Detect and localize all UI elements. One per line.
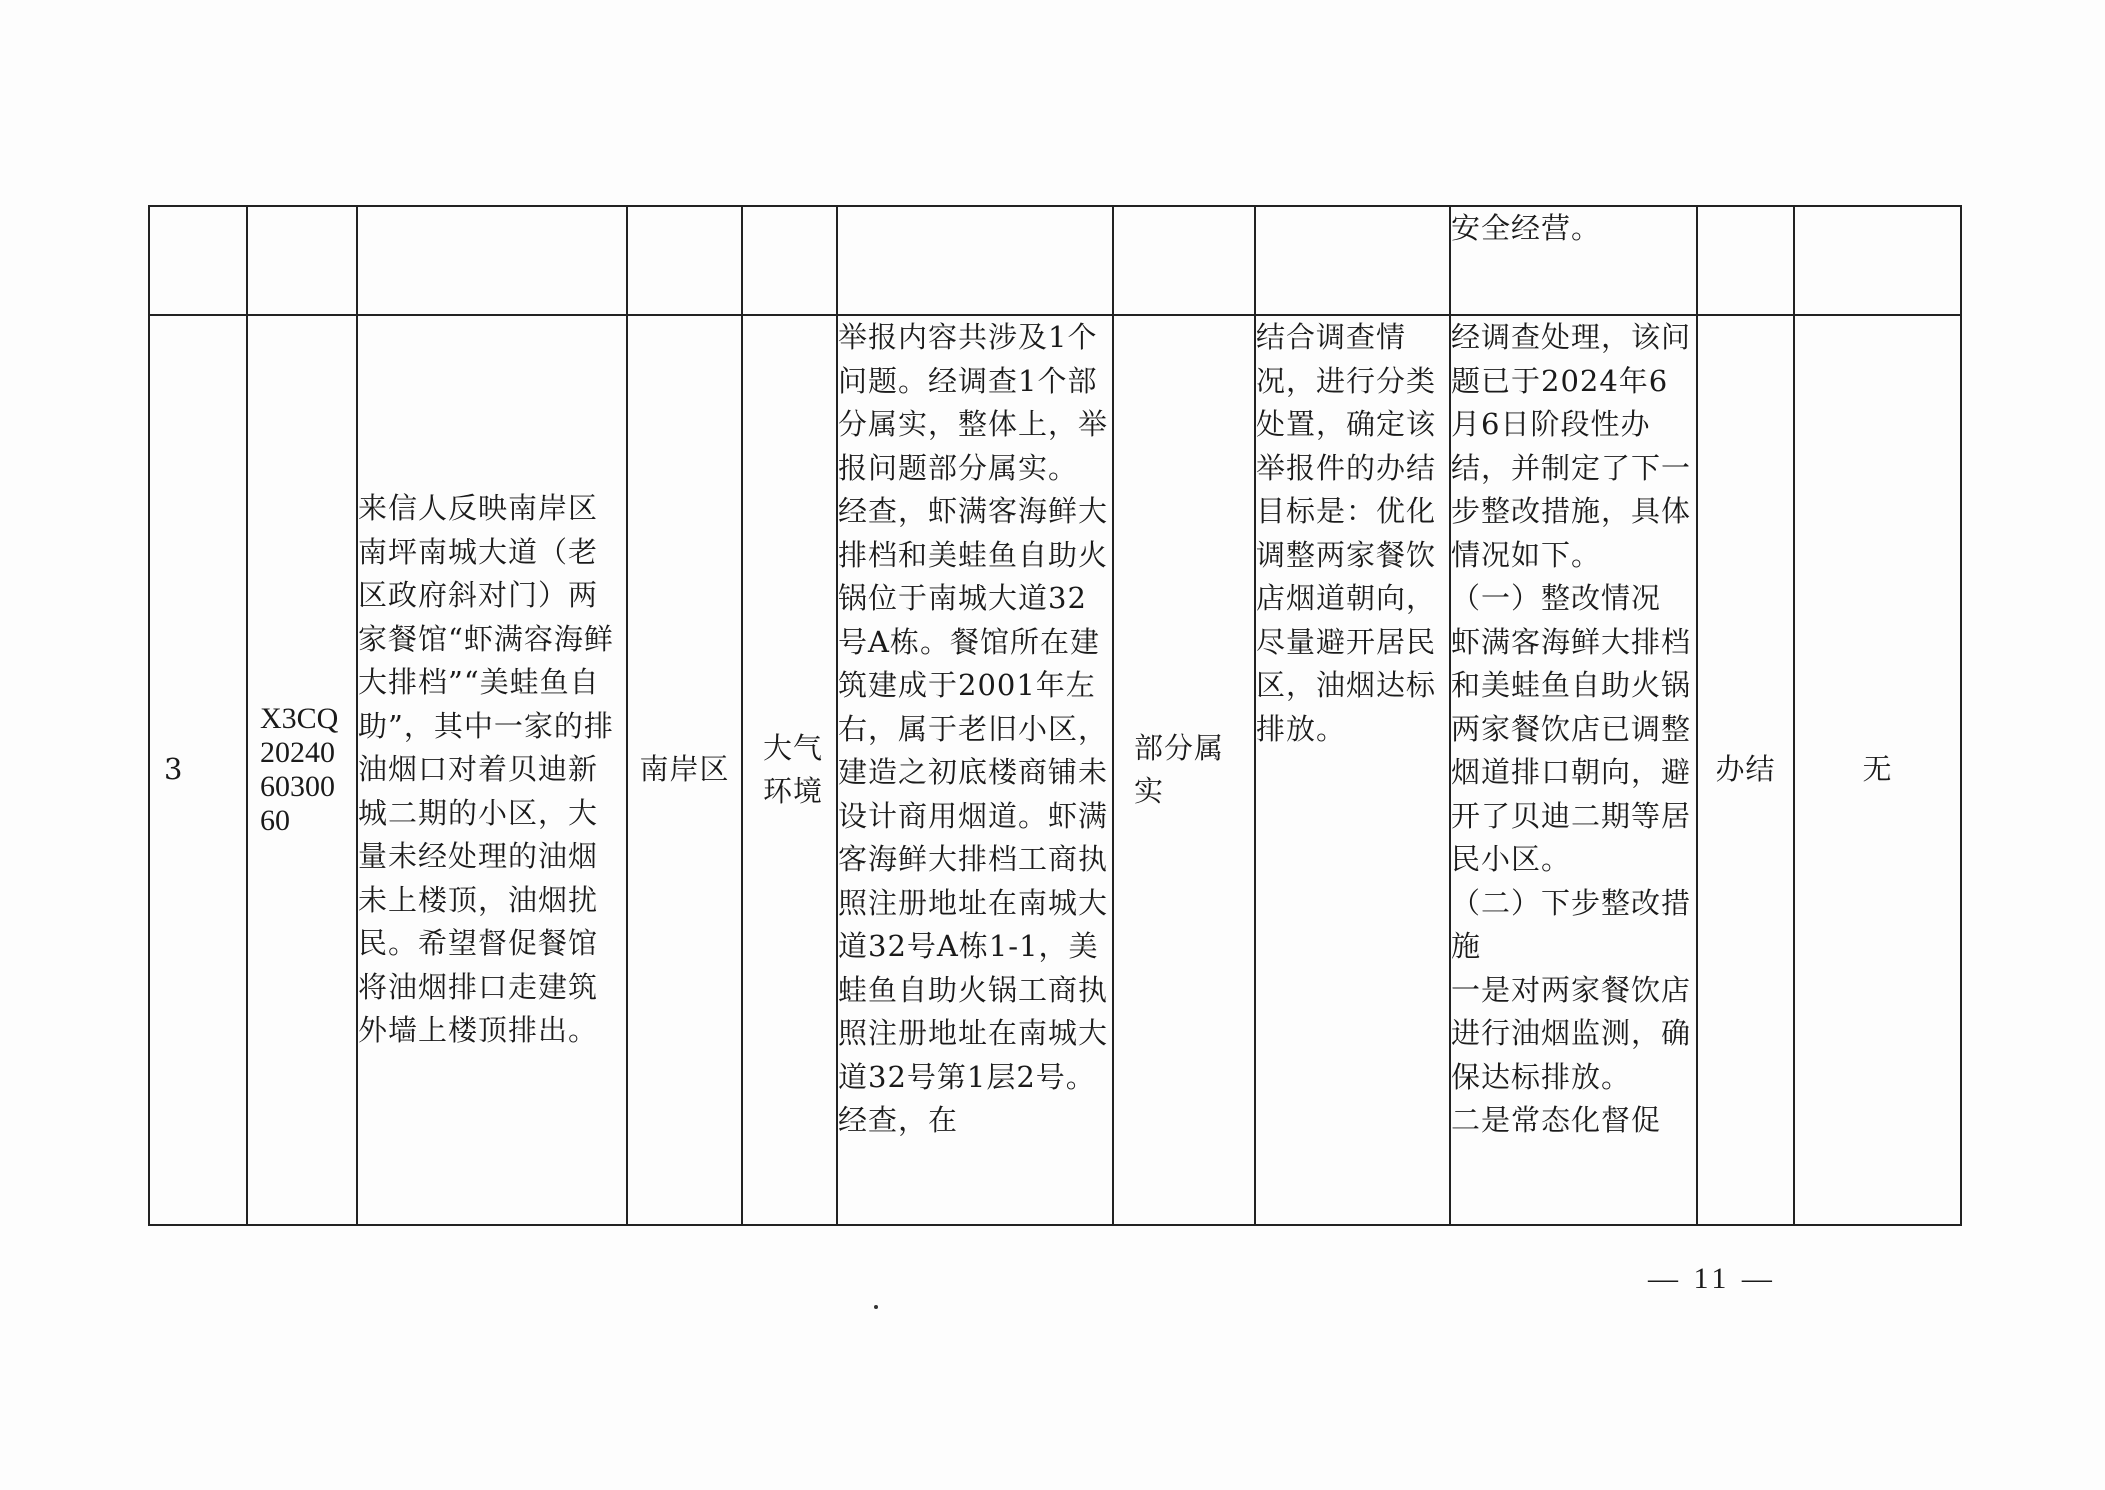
cell-empty: [837, 206, 1113, 315]
goal-text: 结合调查情况，进行分类处置，确定该举报件的办结目标是：优化调整两家餐饮店烟道朝向，尽量避开居民区，油烟达标排放。: [1256, 320, 1437, 746]
investigation-paragraph: 经查，虾满客海鲜大排档和美蛙鱼自助火锅位于南城大道32号A栋。餐馆所在建筑建成于2001年左右，属于老旧小区，建造之初底楼商铺未设计商用烟道。虾满客海鲜大排档工商执照注册地址在南城大道32号A栋1-1，美蛙鱼自助火锅工商执照注册地址在南城大道32号第1层2号。经查，在: [838, 494, 1109, 1137]
result-paragraph: 一是对两家餐饮店进行油烟监测，确保达标排放。: [1451, 972, 1692, 1094]
cell-empty: [1697, 206, 1794, 315]
cell-empty: [247, 206, 357, 315]
continued-row: [149, 206, 1961, 315]
district-text: 南岸区: [639, 752, 730, 787]
continued-result-text: 安全经营。: [1451, 211, 1602, 245]
seq-number: 3: [164, 752, 184, 787]
code-cell: [247, 315, 357, 1225]
case-code-line: 20240: [260, 736, 335, 769]
continued-result-cell: [1450, 206, 1697, 315]
cell-empty: [1113, 206, 1255, 315]
scan-speck: [874, 1305, 878, 1309]
cell-empty: [1794, 206, 1961, 315]
result-subheading: （二）下步整改措施: [1451, 885, 1692, 963]
seq-cell: [149, 315, 247, 1225]
investigation-paragraph: 举报内容共涉及1个问题。经调查1个部分属实，整体上，举报问题部分属实。: [838, 320, 1109, 485]
status-text: 办结: [1715, 752, 1776, 787]
status-cell: [1697, 315, 1794, 1225]
accountability-text: 无: [1862, 752, 1893, 787]
verdict-cell: [1113, 315, 1255, 1225]
case-table: [148, 205, 1962, 1226]
case-code: [248, 702, 356, 838]
result-paragraph: 二是常态化督促: [1451, 1103, 1662, 1137]
complaint-text: 来信人反映南岸区南坪南城大道（老区政府斜对门）两家餐馆“虾满容海鲜大排档”“美蛙鱼自助”，其中一家的排油烟口对着贝迪新城二期的小区，大量未经处理的油烟未上楼顶，油烟扰民。希望督促餐馆将油烟排口走建筑外墙上楼顶排出。: [358, 491, 614, 1048]
case-code-line: 60: [260, 804, 290, 837]
case-code-line: 60300: [260, 770, 335, 803]
district-cell: [627, 315, 742, 1225]
accountability-cell: [1794, 315, 1961, 1225]
cell-empty: [742, 206, 837, 315]
result-cell: [1450, 315, 1697, 1225]
complaint-cell: [357, 315, 627, 1225]
category-text: 大气环境: [763, 730, 824, 808]
result-paragraph: 经调查处理，该问题已于2024年6月6日阶段性办结，并制定了下一步整改措施，具体情况如下。: [1451, 320, 1692, 572]
cell-empty: [627, 206, 742, 315]
result-paragraph: 虾满客海鲜大排档和美蛙鱼自助火锅两家餐饮店已调整烟道排口朝向，避开了贝迪二期等居民小区。: [1451, 624, 1692, 876]
cell-empty: [357, 206, 627, 315]
case-code-line: X3CQ: [260, 702, 339, 735]
investigation-cell: [837, 315, 1113, 1225]
cell-empty: [149, 206, 247, 315]
goal-cell: [1255, 315, 1450, 1225]
verdict-text: 部分属实: [1134, 730, 1225, 808]
category-cell: [742, 315, 837, 1225]
result-subheading: （一）整改情况: [1451, 581, 1662, 615]
case-row: [149, 315, 1961, 1225]
page-number: — 11 —: [1648, 1262, 1776, 1295]
cell-empty: [1255, 206, 1450, 315]
